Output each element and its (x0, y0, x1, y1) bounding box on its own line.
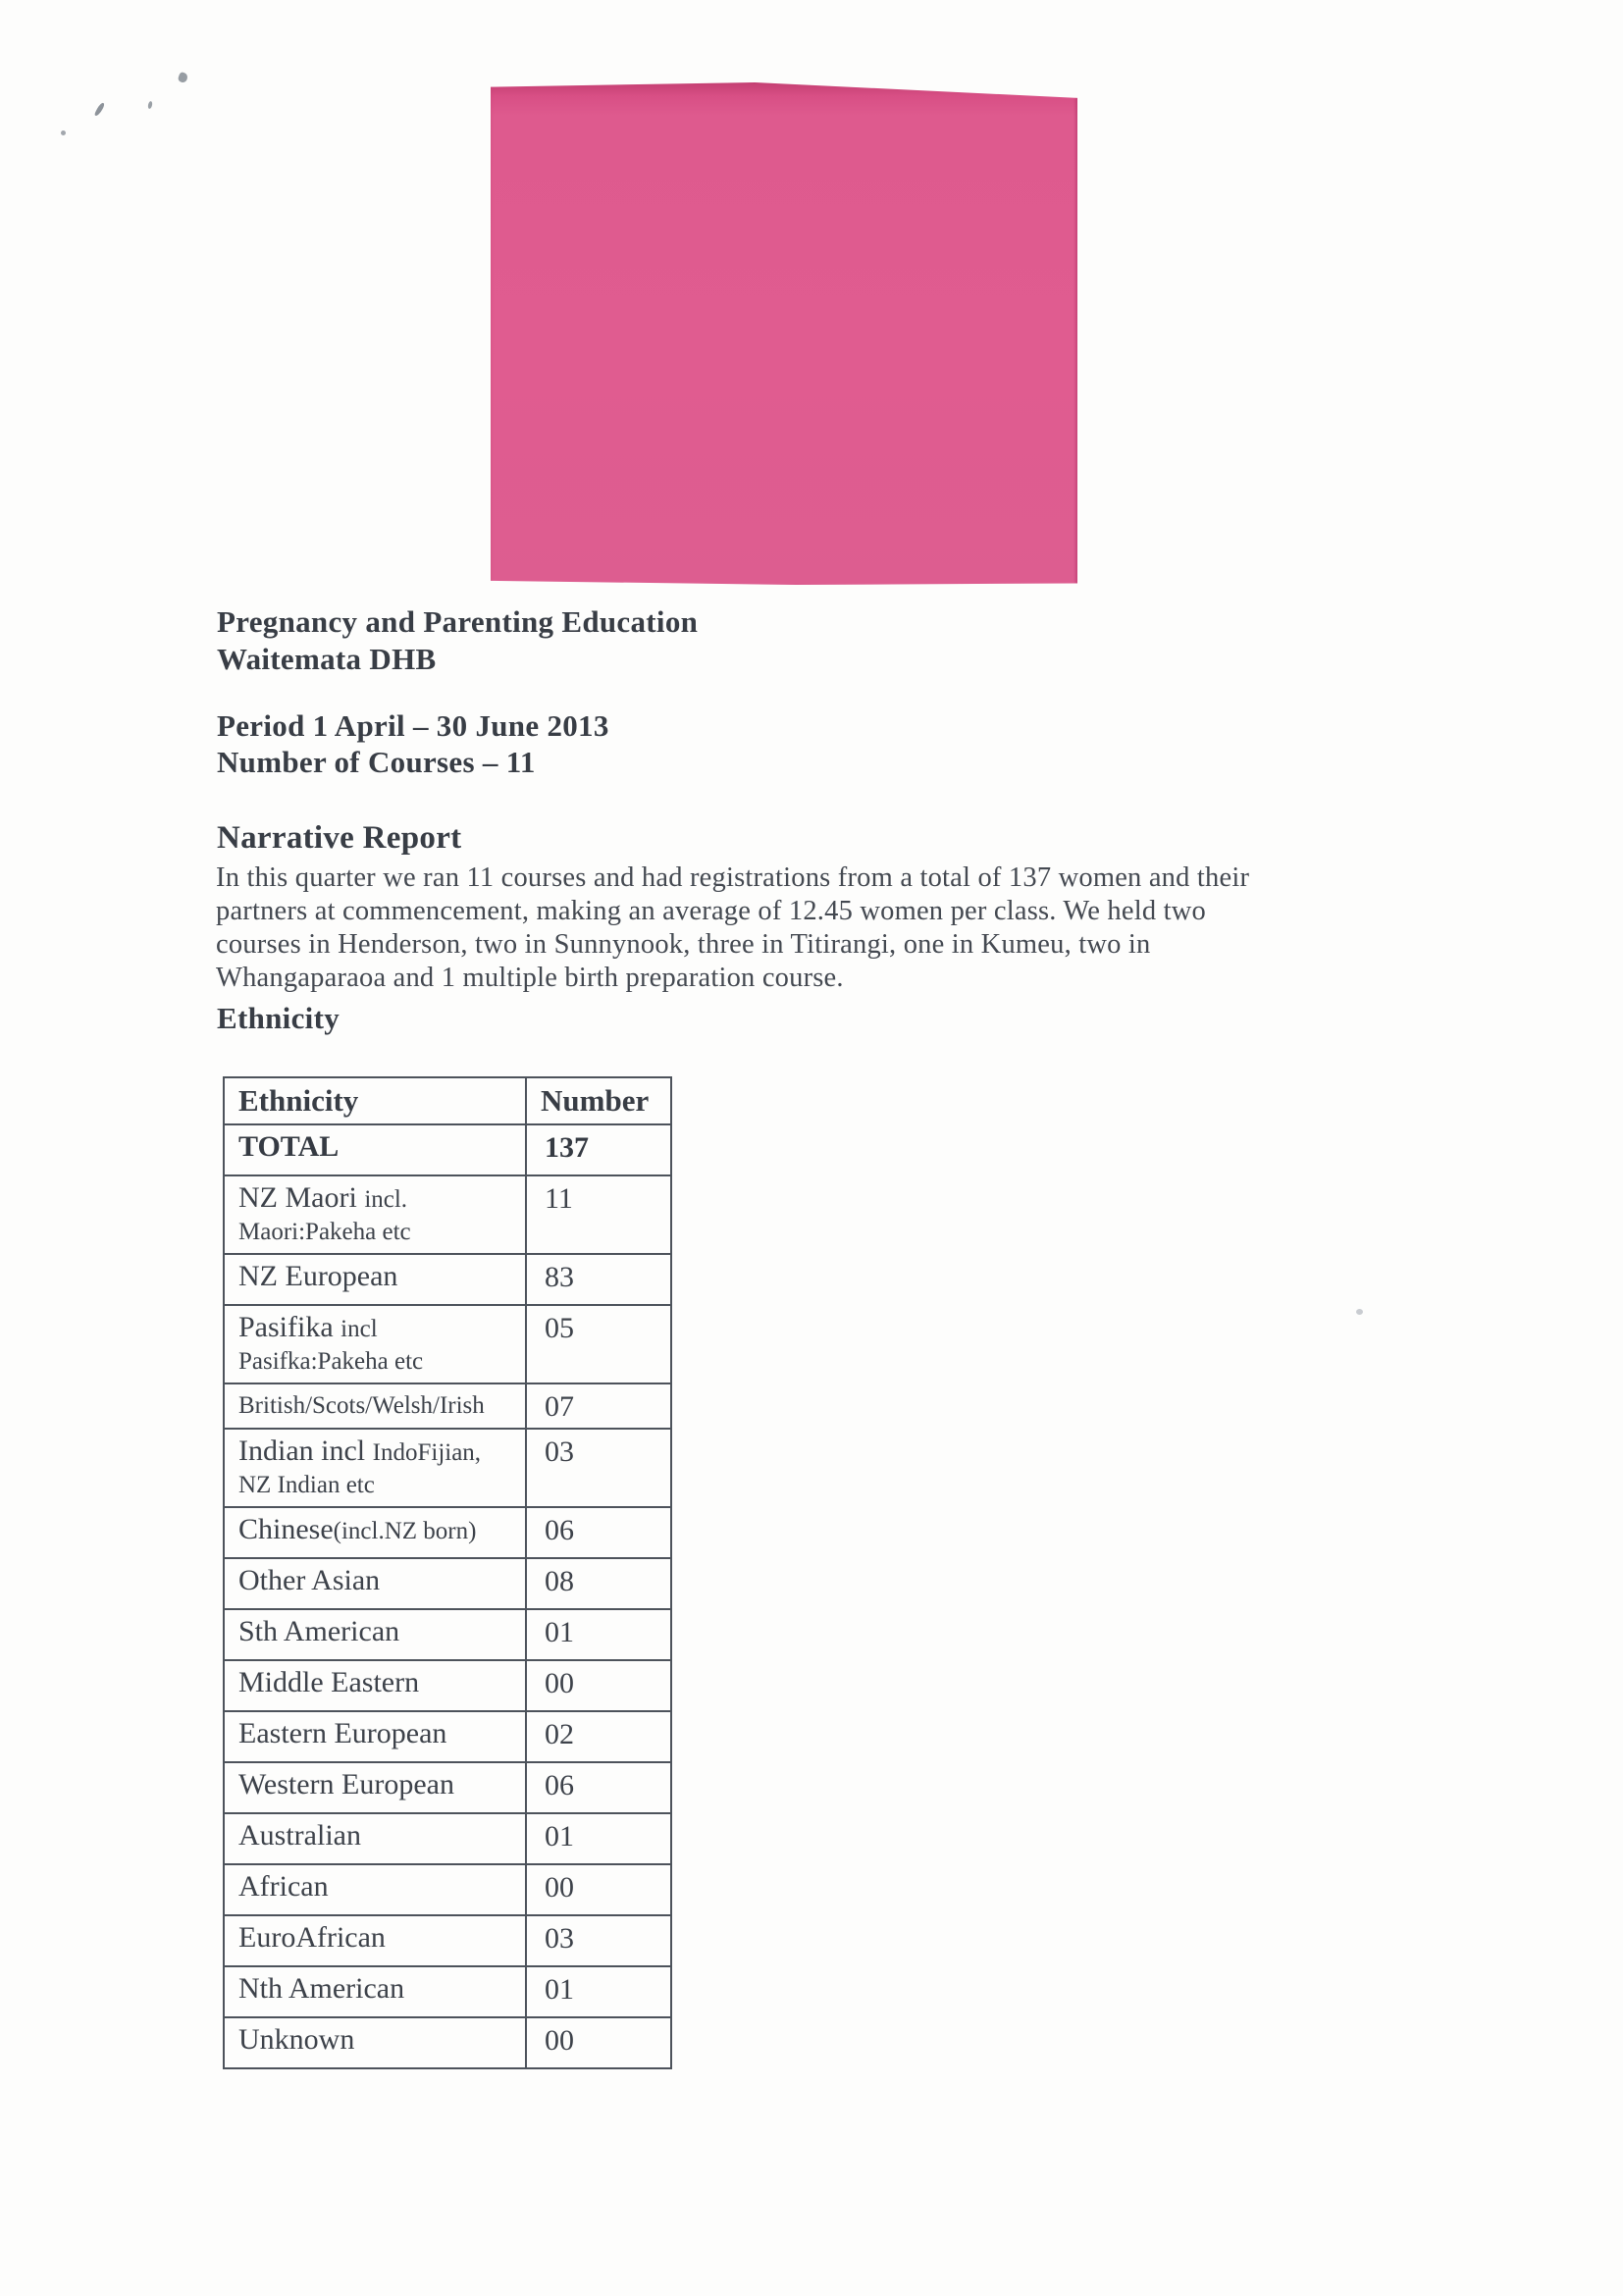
pink-image-block (491, 82, 1077, 585)
paragraph-line: courses in Henderson, two in Sunnynook, three in Titirangi, one in Kumeu, two in (216, 929, 1151, 960)
ethnicity-cell: Other Asian (224, 1558, 526, 1609)
table-row (224, 1507, 671, 1558)
report-title-line1: Pregnancy and Parenting Education (217, 604, 699, 639)
ethnicity-cell: British/Scots/Welsh/Irish (224, 1383, 526, 1429)
number-cell: 07 (526, 1383, 671, 1429)
table-row (224, 1124, 671, 1175)
number-column-header: Number (526, 1077, 671, 1124)
ethnicity-cell: Sth American (224, 1609, 526, 1660)
ethnicity-cell: Middle Eastern (224, 1660, 526, 1711)
narrative-paragraph (216, 861, 1249, 995)
paragraph-line: Whangaparaoa and 1 multiple birth preparation course. (216, 963, 844, 993)
table-row (224, 1383, 671, 1429)
table-row (224, 2017, 671, 2068)
ethnicity-table-body (224, 1124, 671, 2068)
table-row (224, 1660, 671, 1711)
report-courses-line: Number of Courses – 11 (217, 745, 536, 779)
ethnicity-cell: TOTAL (224, 1124, 526, 1175)
ethnicity-cell: Indian incl IndoFijian, NZ Indian etc (224, 1429, 526, 1507)
scan-speck (94, 102, 105, 118)
scan-speck (147, 101, 153, 110)
table-row (224, 1254, 671, 1305)
report-period-line: Period 1 April – 30 June 2013 (217, 708, 609, 743)
ethnicity-table (223, 1076, 672, 2069)
narrative-report-heading: Narrative Report (217, 820, 462, 856)
number-cell: 06 (526, 1762, 671, 1813)
number-cell: 00 (526, 2017, 671, 2068)
number-cell: 03 (526, 1915, 671, 1966)
table-row (224, 1429, 671, 1507)
scan-speck (61, 130, 66, 135)
number-cell: 06 (526, 1507, 671, 1558)
ethnicity-cell: Nth American (224, 1966, 526, 2017)
table-row (224, 1711, 671, 1762)
paragraph-line: In this quarter we ran 11 courses and had registrations from a total of 137 women and their (216, 862, 1250, 893)
table-row (224, 1864, 671, 1915)
ethnicity-cell: Australian (224, 1813, 526, 1864)
ethnicity-cell: NZ Maori incl. Maori:Pakeha etc (224, 1175, 526, 1254)
ethnicity-cell: Eastern European (224, 1711, 526, 1762)
table-row (224, 1175, 671, 1254)
ethnicity-cell: Chinese(incl.NZ born) (224, 1507, 526, 1558)
number-cell: 05 (526, 1305, 671, 1383)
scan-speck (178, 72, 189, 83)
ethnicity-cell: Pasifika incl Pasifka:Pakeha etc (224, 1305, 526, 1383)
ethnicity-section-label: Ethnicity (217, 1001, 340, 1035)
paragraph-line: partners at commencement, making an average of 12.45 women per class. We held two (216, 896, 1206, 926)
table-row (224, 1609, 671, 1660)
table-row (224, 1966, 671, 2017)
number-cell: 03 (526, 1429, 671, 1507)
table-row (224, 1762, 671, 1813)
number-cell: 83 (526, 1254, 671, 1305)
ethnicity-cell: EuroAfrican (224, 1915, 526, 1966)
table-row (224, 1915, 671, 1966)
ethnicity-cell: Western European (224, 1762, 526, 1813)
ethnicity-cell: NZ European (224, 1254, 526, 1305)
number-cell: 02 (526, 1711, 671, 1762)
ethnicity-cell: African (224, 1864, 526, 1915)
number-cell: 01 (526, 1966, 671, 2017)
table-row (224, 1813, 671, 1864)
number-cell: 00 (526, 1660, 671, 1711)
number-cell: 11 (526, 1175, 671, 1254)
number-cell: 00 (526, 1864, 671, 1915)
table-row (224, 1558, 671, 1609)
number-cell: 137 (526, 1124, 671, 1175)
scan-speck (1356, 1309, 1363, 1315)
number-cell: 01 (526, 1813, 671, 1864)
table-row (224, 1305, 671, 1383)
ethnicity-cell: Unknown (224, 2017, 526, 2068)
number-cell: 01 (526, 1609, 671, 1660)
ethnicity-column-header: Ethnicity (224, 1077, 526, 1124)
table-header-row (224, 1077, 671, 1124)
report-title-line2: Waitemata DHB (217, 642, 437, 676)
number-cell: 08 (526, 1558, 671, 1609)
